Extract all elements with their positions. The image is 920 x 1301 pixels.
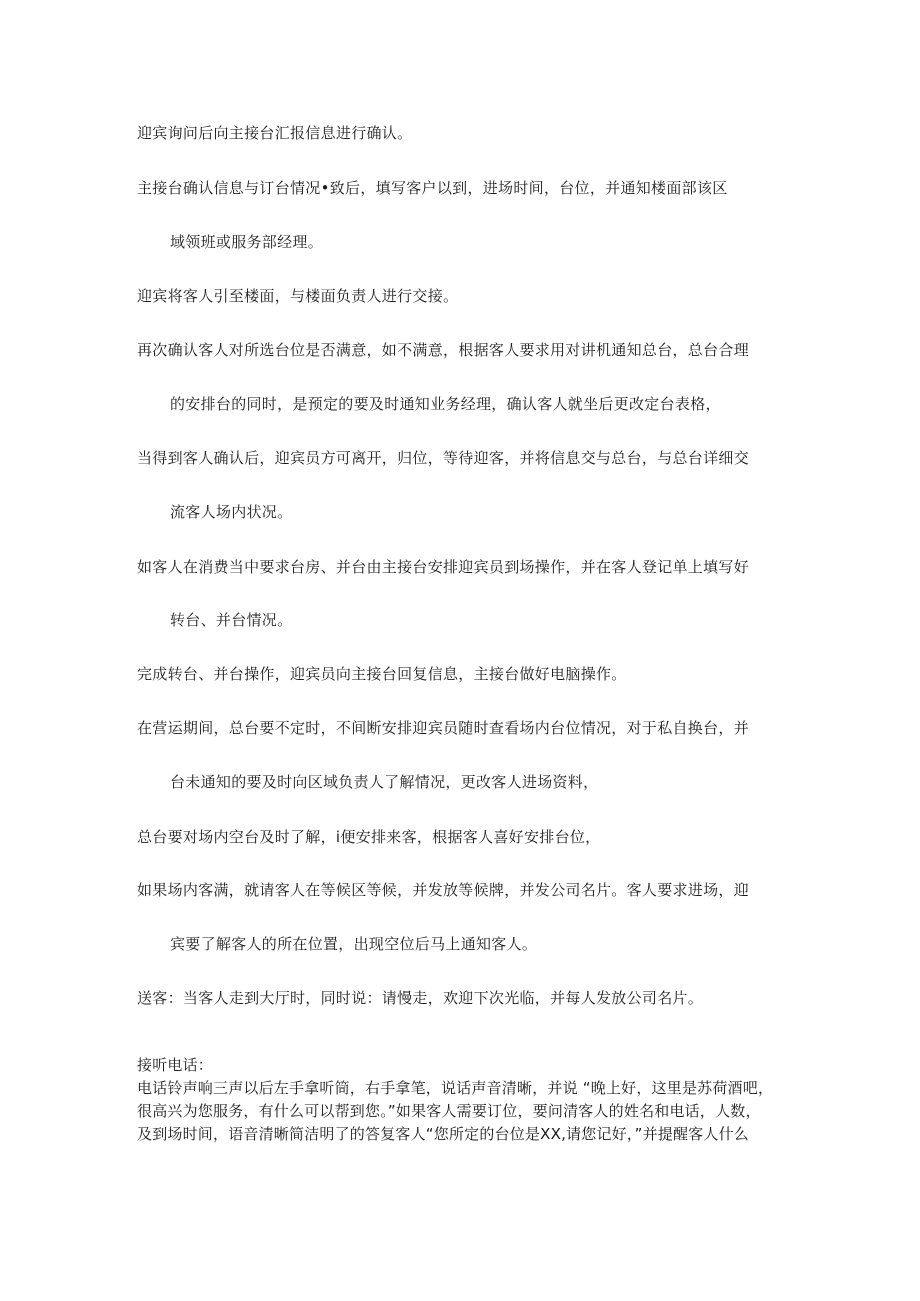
paragraph-line: 宾要了解客人的所在位置，出现空位后马上通知客人。 — [170, 935, 538, 953]
paragraph-line: 很高兴为您服务，有什么可以帮到您。”如果客人需要订位，要问清客人的姓名和电话，人数， — [137, 1102, 761, 1120]
paragraph-line: 迎宾将客人引至楼面，与楼面负责人进行交接。 — [137, 287, 459, 305]
paragraph-line: 转台、并台情况。 — [170, 611, 293, 629]
section-heading: 接听电话： — [137, 1056, 214, 1074]
paragraph-line: 当得到客人确认后，迎宾员方可离开，归位，等待迎客，并将信息交与总台，与总台详细交 — [137, 449, 750, 467]
paragraph-line: 送客：当客人走到大厅时，同时说：请慢走，欢迎下次光临，并每人发放公司名片。 — [137, 989, 704, 1007]
paragraph-line: 电话铃声响三声以后左手拿听筒，右手拿笔，说话声音清晰，并说 “晚上好，这里是苏荷酒吧， — [137, 1079, 774, 1097]
paragraph-line: 如客人在消费当中要求台房、并台由主接台安排迎宾员到场操作，并在客人登记单上填写好 — [137, 558, 750, 576]
paragraph-line: 及到场时间，语音清晰简洁明了的答复客人“您所定的台位是XX,请您记好，”并提醒客人什么 — [137, 1125, 749, 1143]
paragraph-line: 在营运期间，总台要不定时，不间断安排迎宾员随时查看场内台位情况，对于私自换台，并 — [137, 719, 750, 737]
paragraph-line: 再次确认客人对所选台位是否满意，如不满意，根据客人要求用对讲机通知总台，总台合理 — [137, 341, 750, 359]
paragraph-line: 域领班或服务部经理。 — [170, 233, 324, 251]
paragraph-line: 完成转台、并台操作，迎宾员向主接台回复信息，主接台做好电脑操作。 — [137, 665, 627, 683]
paragraph-line: 台未通知的要及时向区域负责人了解情况，更改客人进场资料， — [170, 773, 599, 791]
phone-section — [137, 1054, 797, 1146]
paragraph-line: 总台要对场内空台及时了解，i便安排来客，根据客人喜好安排台位， — [137, 828, 601, 846]
paragraph-line: 主接台确认信息与订台情况•致后，填写客户以到，进场时间，台位，并通知楼面部该区 — [137, 179, 728, 197]
paragraph-line: 如果场内客满，就请客人在等候区等候，并发放等候牌，并发公司名片。客人要求进场，迎 — [137, 881, 750, 899]
paragraph-line: 流客人场内状况。 — [170, 503, 293, 521]
paragraph-line: 迎宾询问后向主接台汇报信息进行确认。 — [137, 124, 413, 142]
paragraph-line: 的安排台的同时，是预定的要及时通知业务经理，确认客人就坐后更改定台表格， — [170, 395, 721, 413]
